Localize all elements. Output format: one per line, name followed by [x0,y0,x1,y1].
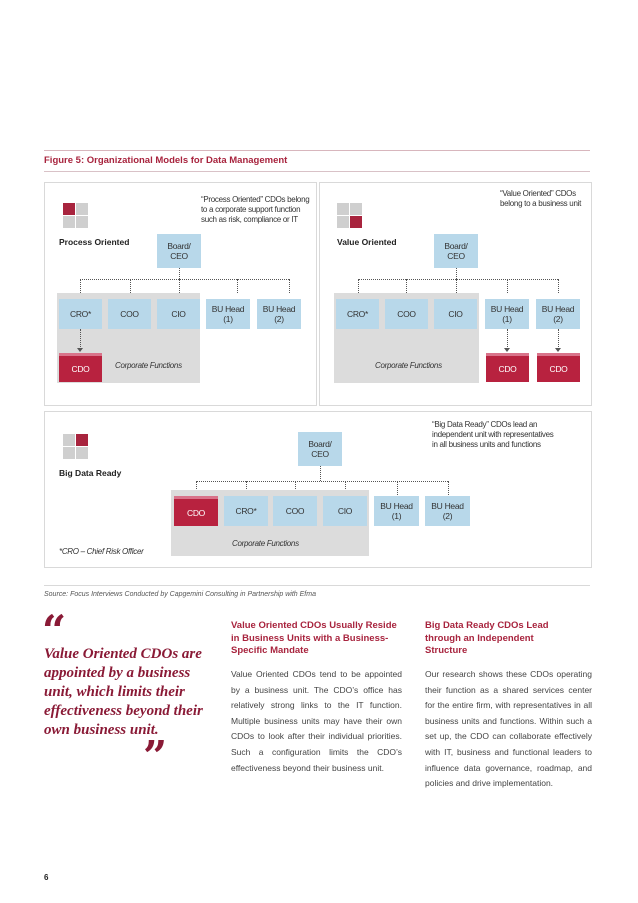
cio-box: CIO [434,299,477,329]
connector [237,279,238,293]
quadrant-icon-cell [63,203,75,215]
quadrant-icon-cell [337,203,349,215]
connector [397,481,398,495]
connector [456,268,457,279]
quadrant-icon-cell [63,216,75,228]
section-heading: Value Oriented CDOs Usually Reside in Business Units with a Business-Specific Mandate [231,620,397,656]
quadrant-icon-cell [76,216,88,228]
bu-line: BU Head [541,304,575,314]
connector [358,279,558,280]
section-body: Value Oriented CDOs tend to be appointed by a business unit. The CDO’s office has relatively strong links to the IT function. Multiple business units may have their own CDOs to look after their individual priorities. Such a configuration limits the CDO’s effectiveness beyond their business unit. [231,669,402,773]
panel-big-data-ready [44,411,592,568]
source-rule [44,585,590,586]
connector [130,279,131,293]
bu-line: (1) [502,314,512,324]
quadrant-icon-cell [76,203,88,215]
cdo-box: CDO [537,353,580,382]
arrow-down-icon [77,348,83,352]
board-line: CEO [311,449,329,459]
connector [507,279,508,293]
note-line: “Value Oriented” CDOs [500,189,576,198]
connector [558,329,559,349]
corporate-functions-label: Corporate Functions [375,361,442,370]
model-label: Process Oriented [59,237,130,247]
bu-line: (2) [553,314,563,324]
note-line: belong to a business unit [500,199,582,208]
bu-line: (2) [442,511,453,521]
connector [406,279,407,293]
bu-head-1-box [485,299,529,329]
bu-head-2-box [257,299,301,329]
corporate-functions-label: Corporate Functions [115,361,182,370]
bu-line: BU Head [490,304,524,314]
close-quote-icon: ” [143,732,168,781]
quadrant-icon-cell [76,447,88,459]
coo-box: COO [108,299,151,329]
model-note [201,195,316,225]
model-label: Big Data Ready [59,468,122,478]
corporate-functions-label: Corporate Functions [232,539,299,548]
bu-line: BU Head [262,304,296,314]
bu-line: BU Head [380,501,413,511]
connector [179,268,180,279]
quadrant-icon-cell [350,203,362,215]
model-label: Value Oriented [337,237,397,247]
connector [320,466,321,481]
arrow-down-icon [555,348,561,352]
coo-box: COO [385,299,428,329]
figure-title-rule [44,171,590,172]
cio-box: CIO [157,299,200,329]
bu-line: BU Head [431,501,464,511]
footnote: *CRO – Chief Risk Officer [59,547,144,556]
connector [80,279,289,280]
model-note [500,189,590,209]
board-ceo-box [434,234,478,268]
open-quote-icon: “ [42,606,67,655]
connector [196,481,448,482]
note-line: independent unit with representatives [432,430,554,439]
bu-head-1-box [374,496,419,526]
connector [558,279,559,293]
note-line: “Process Oriented” CDOs belong [201,195,310,204]
board-line: CEO [447,251,465,261]
connector [80,279,81,293]
connector [80,329,81,349]
bu-head-2-box [536,299,580,329]
bu-line: BU Head [211,304,245,314]
board-ceo-box [157,234,201,268]
board-line: CEO [170,251,188,261]
model-note [432,420,582,450]
note-line: such as risk, compliance or IT [201,215,298,224]
page-number: 6 [44,873,49,882]
panel-process-oriented [44,182,317,406]
board-line: Board/ [444,241,468,251]
connector [179,279,180,293]
quadrant-icon-cell [337,216,349,228]
note-line: in all business units and functions [432,440,541,449]
quadrant-icon-cell [76,434,88,446]
bu-head-2-box [425,496,470,526]
board-line: Board/ [167,241,191,251]
connector [507,329,508,349]
cro-box: CRO* [59,299,102,329]
connector [448,481,449,495]
quadrant-icon-cell [63,434,75,446]
connector [289,279,290,293]
note-line: “Big Data Ready” CDOs lead an [432,420,538,429]
pull-quote: Value Oriented CDOs are appointed by a business unit, which limits their effectiveness beyond their own business unit. [44,646,203,738]
connector [358,279,359,293]
connector [456,279,457,293]
quadrant-icon-cell [63,447,75,459]
figure-top-rule [44,150,590,151]
cro-box: CRO* [224,496,268,526]
note-line: to a corporate support function [201,205,301,214]
cdo-box: CDO [59,353,102,382]
figure-source: Source: Focus Interviews Conducted by Capgemini Consulting in Partnership with Efma [44,591,316,598]
section-body: Our research shows these CDOs operating their function as a shared services center for the entire firm, with representatives in all business units and functions. Within such a set up, the CDO can collaborate effectively with IT, business and functional leaders to influence data governance, roadmap, and policies and drive implementation. [425,669,592,789]
arrow-down-icon [504,348,510,352]
board-ceo-box [298,432,342,466]
quadrant-icon-cell [350,216,362,228]
coo-box: COO [273,496,317,526]
bu-head-1-box [206,299,250,329]
board-line: Board/ [308,439,332,449]
cro-box: CRO* [336,299,379,329]
cio-box: CIO [323,496,367,526]
bu-line: (2) [274,314,284,324]
bu-line: (1) [391,511,402,521]
cdo-box: CDO [174,496,218,526]
panel-value-oriented [319,182,592,406]
section-heading: Big Data Ready CDOs Lead through an Independent Structure [425,620,549,656]
figure-title: Figure 5: Organizational Models for Data Management [44,155,288,166]
bu-line: (1) [223,314,233,324]
cdo-box: CDO [486,353,529,382]
